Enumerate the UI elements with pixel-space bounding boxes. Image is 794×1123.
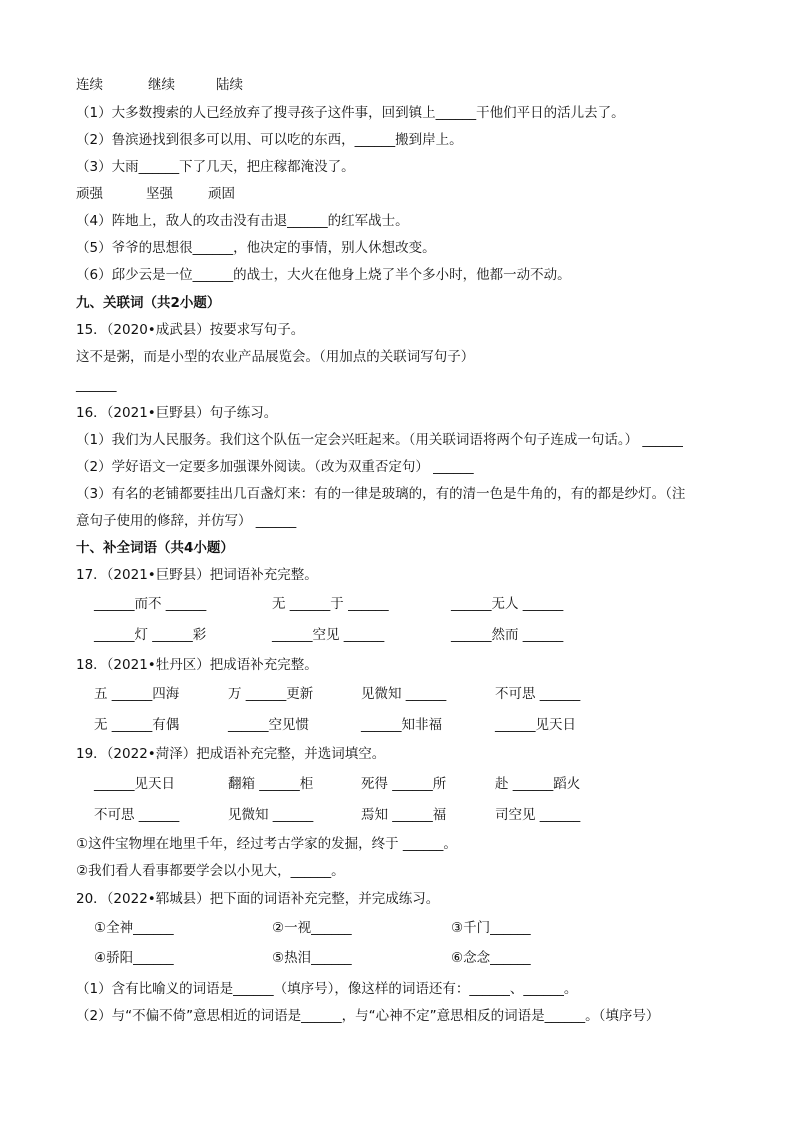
q14-item-2: （2）鲁滨逊找到很多可以用、可以吃的东西，______搬到岸上。 <box>76 132 463 148</box>
q19-fill-1: ①这件宝物埋在地里千年，经过考古学家的发掘，终于 ______。 <box>76 836 457 852</box>
q19-idiom: 死得 ______所 <box>361 776 447 792</box>
word-choice-5: 坚强 <box>146 186 173 202</box>
q16-item-1: （1）我们为人民服务。我们这个队伍一定会兴旺起来。（用关联词语将两个句子连成一句话。） ______ <box>76 432 683 448</box>
q16-item-3-line2: 意句子使用的修辞，并仿写） ______ <box>76 513 297 529</box>
q14-item-1: （1）大多数搜索的人已经放弃了搜寻孩子这件事，回到镇上______干他们平日的活儿去了。 <box>76 105 625 121</box>
q18-idiom: 见微知 ______ <box>361 686 447 702</box>
q14-item-4: （4）阵地上，敌人的攻击没有击退______的红军战士。 <box>76 213 409 229</box>
q15-sentence: 这不是粥，而是小型的农业产品展览会。（用加点的关联词写句子） <box>76 349 475 365</box>
q20-word: ①全神______ <box>94 920 174 936</box>
q20-word: ③千门______ <box>451 920 531 936</box>
q17-word: ______无人 ______ <box>451 596 564 612</box>
q20-stem: 20．（2022•郓城县）把下面的词语补充完整，并完成练习。 <box>76 891 440 907</box>
q19-idiom: ______见天日 <box>94 776 175 792</box>
q15-stem: 15．（2020•成武县）按要求写句子。 <box>76 322 305 338</box>
q20-item-2: （2）与“不偏不倚”意思相近的词语是______，与“心神不定”意思相反的词语是______。（填序号） <box>76 1008 660 1024</box>
q15-answer-blank: ______ <box>76 377 117 393</box>
q19-idiom: 赴 ______蹈火 <box>495 776 581 792</box>
section-9-heading: 九、关联词（共2小题） <box>76 295 221 311</box>
word-choice-6: 顽固 <box>208 186 235 202</box>
q18-idiom: 万 ______更新 <box>228 686 314 702</box>
q17-word: ______空见 ______ <box>272 627 385 643</box>
q19-fill-2: ②我们看人看事都要学会以小见大，______。 <box>76 863 345 879</box>
q20-word: ⑤热泪______ <box>272 950 352 966</box>
q17-stem: 17．（2021•巨野县）把词语补充完整。 <box>76 567 318 583</box>
q19-idiom: 见微知 ______ <box>228 807 314 823</box>
q17-word: 无 ______于 ______ <box>272 596 389 612</box>
q18-idiom: ______空见惯 <box>228 717 309 733</box>
q14-item-5: （5）爷爷的思想很______，他决定的事情，别人休想改变。 <box>76 240 436 256</box>
q16-item-2: （2）学好语文一定要多加强课外阅读。（改为双重否定句） ______ <box>76 459 474 475</box>
q16-item-3-line1: （3）有名的老铺都要挂出几百盏灯来：有的一律是玻璃的，有的清一色是牛角的，有的都是纱灯。（注 <box>76 486 686 502</box>
q19-idiom: 不可思 ______ <box>94 807 180 823</box>
q20-word: ②一视______ <box>272 920 352 936</box>
q18-idiom: ______见天日 <box>495 717 576 733</box>
q19-stem: 19．（2022•菏泽）把成语补充完整，并选词填空。 <box>76 746 386 762</box>
q17-word: ______灯 ______彩 <box>94 627 207 643</box>
q16-stem: 16．（2021•巨野县）句子练习。 <box>76 405 278 421</box>
q19-idiom: 司空见 ______ <box>495 807 581 823</box>
word-choice-4: 顽强 <box>76 186 103 202</box>
q20-item-1: （1）含有比喻义的词语是______（填序号），像这样的词语还有：______、______。 <box>76 981 578 997</box>
q20-word: ⑥念念______ <box>451 950 531 966</box>
q17-word: ______而不 ______ <box>94 596 207 612</box>
section-10-heading: 十、补全词语（共4小题） <box>76 540 234 556</box>
q19-idiom: 翻箱 ______柜 <box>228 776 314 792</box>
word-choice-2: 继续 <box>148 77 175 93</box>
q18-idiom: 五 ______四海 <box>94 686 180 702</box>
q14-item-3: （3）大雨______下了几天，把庄稼都淹没了。 <box>76 159 355 175</box>
q20-word: ④骄阳______ <box>94 950 174 966</box>
q18-idiom: ______知非福 <box>361 717 442 733</box>
q14-item-6: （6）邱少云是一位______的战士，大火在他身上烧了半个多小时，他都一动不动。 <box>76 267 571 283</box>
word-choice-1: 连续 <box>76 77 103 93</box>
q19-idiom: 焉知 ______福 <box>361 807 447 823</box>
word-choice-3: 陆续 <box>216 77 243 93</box>
q17-word: ______然而 ______ <box>451 627 564 643</box>
q18-idiom: 不可思 ______ <box>495 686 581 702</box>
q18-stem: 18．（2021•牡丹区）把成语补充完整。 <box>76 657 318 673</box>
q18-idiom: 无 ______有偶 <box>94 717 180 733</box>
